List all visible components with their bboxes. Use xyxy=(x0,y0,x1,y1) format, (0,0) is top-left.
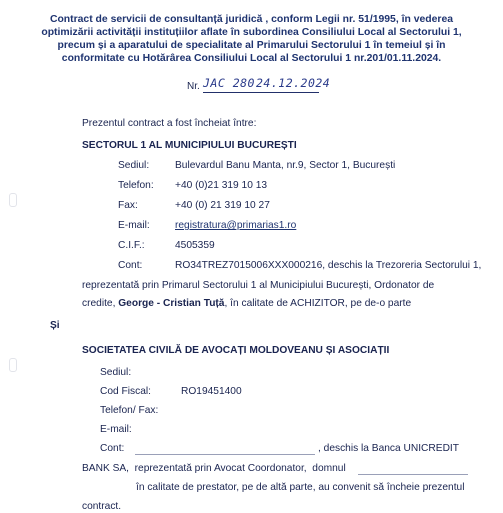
party2-cont-label: Cont: xyxy=(100,443,125,454)
party1-cont-value: RO34TREZ7015006XXX000216, deschis la Trezoreria Sectorului 1, xyxy=(175,260,482,271)
party2-representative-blank xyxy=(358,474,468,475)
party2-email-label: E-mail: xyxy=(100,424,132,435)
party1-representative-line-1: reprezentată prin Primarul Sectorului 1 al Municipiului București, Ordonator de xyxy=(82,280,435,291)
party2-bank-line: BANK SA, reprezentată prin Avocat Coordonator, domnul xyxy=(82,463,346,474)
registration-date: 24.12.2024 xyxy=(256,76,331,90)
party1-email-link[interactable]: registratura@primarias1.ro xyxy=(175,220,297,231)
party2-contract-word: contract. xyxy=(82,501,122,512)
party2-cont-blank xyxy=(135,454,315,455)
registration-underline xyxy=(203,92,319,93)
party2-cod-fiscal-value: RO19451400 xyxy=(181,386,242,397)
conjunction-si: Și xyxy=(50,320,60,331)
party1-name: SECTORUL 1 AL MUNICIPIULUI BUCUREȘTI xyxy=(82,140,297,151)
party1-cif-label: C.I.F.: xyxy=(118,240,145,251)
registration-prefix: Nr. xyxy=(187,81,200,92)
party1-email-label: E-mail: xyxy=(118,220,150,231)
party1-telefon-label: Telefon: xyxy=(118,180,154,191)
contract-title-line-1: Contract de servicii de consultanță juridică , conform Legii nr. 51/1995, în vederea xyxy=(49,14,454,25)
contract-title-line-2: optimizării activității instituțiilor aflate în subordinea Consiliului Local al Sectorului 1, xyxy=(41,27,462,38)
party2-cod-fiscal-label: Cod Fiscal: xyxy=(100,386,151,397)
intro-text: Prezentul contract a fost încheiat între: xyxy=(82,118,257,129)
party1-fax-value: +40 (0) 21 319 10 27 xyxy=(175,200,270,211)
margin-mark xyxy=(9,193,17,207)
party1-sediu-label: Sediul: xyxy=(118,160,150,171)
party1-fax-label: Fax: xyxy=(118,200,138,211)
party1-representative-line-2: credite, George - Cristian Tuță, în calitate de ACHIZITOR, pe de-o parte xyxy=(82,298,412,309)
party2-calitate-line: în calitate de prestator, pe de altă parte, au convenit să încheie prezentul xyxy=(136,482,465,493)
party1-cont-label: Cont: xyxy=(118,260,143,271)
party2-name: SOCIETATEA CIVILĂ DE AVOCAȚI MOLDOVEANU ȘI ASOCIAȚII xyxy=(82,345,390,356)
party1-telefon-value: +40 (0)21 319 10 13 xyxy=(175,180,268,191)
party2-cont-bank: , deschis la Banca UNICREDIT xyxy=(318,443,459,454)
party2-telefon-fax-label: Telefon/ Fax: xyxy=(100,405,159,416)
party2-sediu-label: Sediul: xyxy=(100,367,132,378)
contract-title-line-4: conformitate cu Hotărârea Consiliului Local al Sectorului 1 nr.201/01.11.2024. xyxy=(61,53,442,64)
party1-representative-name: George - Cristian Tuță xyxy=(118,298,225,309)
party1-sediu-value: Bulevardul Banu Manta, nr.9, Sector 1, București xyxy=(175,160,396,171)
margin-mark xyxy=(9,358,17,372)
registration-number: JAC 280 xyxy=(203,76,255,90)
contract-title-line-3: precum și a aparatului de specialitate al Primarului Sectorului 1 în temeiul și în xyxy=(57,40,446,51)
party1-cif-value: 4505359 xyxy=(175,240,215,251)
